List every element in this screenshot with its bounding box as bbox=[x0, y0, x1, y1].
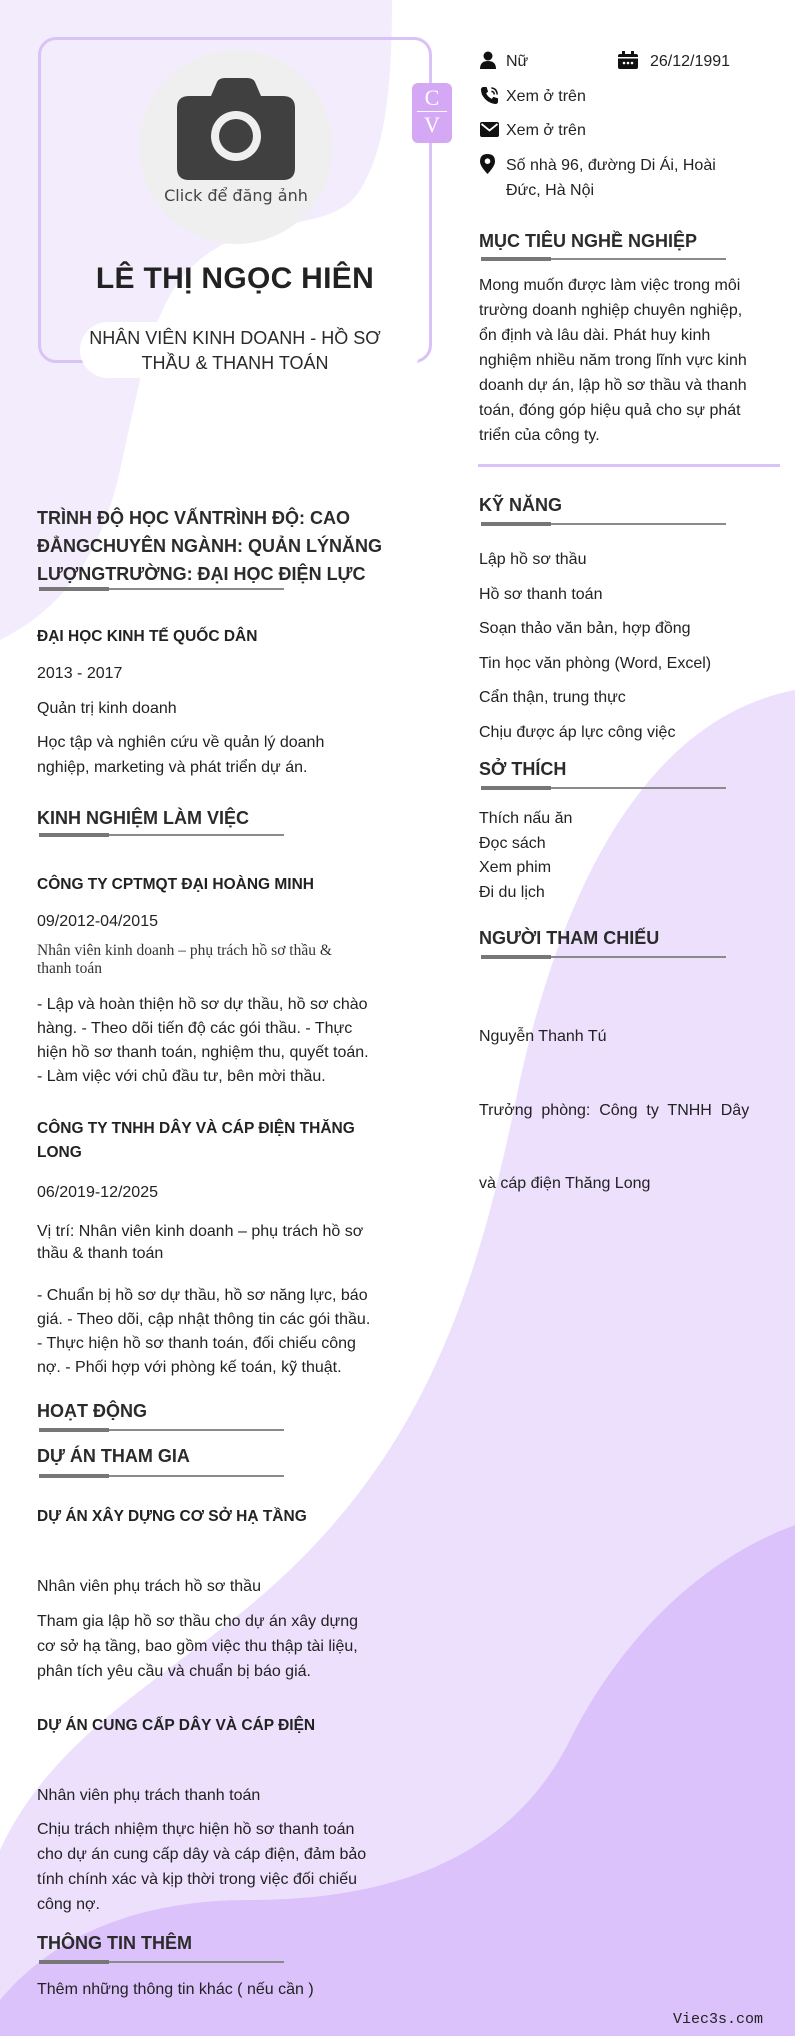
education-school: ĐẠI HỌC KINH TẾ QUỐC DÂN bbox=[37, 628, 258, 645]
section-title-projects: DỰ ÁN THAM GIA bbox=[37, 1446, 190, 1466]
job-role: Nhân viên kinh doanh – phụ trách hồ sơ thầu & thanh toán bbox=[37, 942, 332, 977]
section-title-activities: HOẠT ĐỘNG bbox=[37, 1401, 147, 1421]
camera-icon bbox=[177, 78, 295, 180]
calendar-icon bbox=[618, 50, 650, 70]
candidate-name: LÊ THỊ NGỌC HIÊN bbox=[95, 262, 375, 295]
project-name: DỰ ÁN CUNG CẤP DÂY VÀ CÁP ĐIỆN bbox=[37, 1717, 316, 1734]
job-description: - Lập và hoàn thiện hồ sơ dự thầu, hồ sơ chào hàng. - Theo dõi tiến độ các gói thầu. - Thực hiện hồ sơ thanh toán, nghiệm thu, quyết toán. - Làm việc với chủ đầu tư, bên mời thầu. bbox=[37, 996, 369, 1085]
hobby-item: Đi du lịch bbox=[479, 883, 545, 901]
education-major: Quản trị kinh doanh bbox=[37, 700, 177, 717]
job-role: Vị trí: Nhân viên kinh doanh – phụ trách hồ sơ thầu & thanh toán bbox=[37, 1223, 364, 1262]
skill-item: Lập hồ sơ thầu bbox=[479, 551, 587, 568]
reference-name: Nguyễn Thanh Tú bbox=[479, 1028, 607, 1045]
additional-text: Thêm những thông tin khác ( nếu cần ) bbox=[37, 1981, 314, 1998]
contact-birthday: 26/12/1991 bbox=[618, 49, 730, 74]
hobby-item: Đọc sách bbox=[479, 834, 546, 852]
phone-icon bbox=[480, 85, 506, 105]
contact-gender: Nữ bbox=[480, 49, 528, 74]
section-title-experience: KINH NGHIỆM LÀM VIỆC bbox=[37, 808, 250, 828]
section-title-skills: KỸ NĂNG bbox=[479, 495, 563, 515]
skill-item: Chịu được áp lực công việc bbox=[479, 723, 676, 741]
contact-email: Xem ở trên bbox=[480, 118, 586, 143]
contact-address: Số nhà 96, đường Di Ái, Hoài Đức, Hà Nội bbox=[480, 153, 716, 203]
project-description: Chịu trách nhiệm thực hiện hồ sơ thanh toán cho dự án cung cấp dây và cáp điện, đảm bảo tính chính xác và kịp thời trong việc đối chiếu công nợ. bbox=[37, 1821, 367, 1913]
reference-role: Trưởng phòng: Công ty TNHH Dây bbox=[479, 1101, 750, 1119]
envelope-icon bbox=[480, 119, 506, 139]
contact-phone: Xem ở trên bbox=[480, 84, 586, 109]
skill-item: Tin học văn phòng (Word, Excel) bbox=[479, 654, 712, 672]
skill-item: Soạn thảo văn bản, hợp đồng bbox=[479, 620, 691, 637]
right-column-divider bbox=[478, 464, 780, 467]
skill-item: Cẩn thận, trung thực bbox=[479, 689, 626, 706]
job-company: CÔNG TY TNHH DÂY VÀ CÁP ĐIỆN THĂNG LONG bbox=[37, 1120, 355, 1161]
section-title-hobbies: SỞ THÍCH bbox=[479, 759, 567, 779]
project-description: Tham gia lập hồ sơ thầu cho dự án xây dựng cơ sở hạ tầng, bao gồm việc thu thập tài liệu, phân tích yêu cầu và chuẩn bị báo giá. bbox=[37, 1613, 358, 1680]
job-company: CÔNG TY CPTMQT ĐẠI HOÀNG MINH bbox=[37, 876, 314, 893]
hobby-item: Thích nấu ăn bbox=[479, 810, 573, 827]
project-role: Nhân viên phụ trách thanh toán bbox=[37, 1787, 261, 1804]
job-period: 06/2019-12/2025 bbox=[37, 1184, 158, 1201]
job-description: - Chuẩn bị hồ sơ dự thầu, hồ sơ năng lực, báo giá. - Theo dõi, cập nhật thông tin các gói thầu. - Thực hiện hồ sơ thanh toán, đối chiếu công nợ. - Phối hợp với phòng kế toán, kỹ thuật. bbox=[37, 1287, 371, 1376]
avatar-upload[interactable] bbox=[139, 50, 333, 244]
reference-info: Nguyễn Thanh Tú Trưởng phòng: Công ty TNHH Dây và cáp điện Thăng Long bbox=[479, 976, 749, 1246]
skill-item: Hồ sơ thanh toán bbox=[479, 585, 603, 603]
avatar-upload-label: Click để đăng ảnh bbox=[164, 186, 308, 205]
education-description: Học tập và nghiên cứu về quản lý doanh nghiệp, marketing và phát triển dự án. bbox=[37, 734, 325, 776]
watermark: Viec3s.com bbox=[672, 2011, 763, 2028]
section-title-references: NGƯỜI THAM CHIẾU bbox=[479, 928, 660, 948]
hobbies-list bbox=[479, 807, 572, 905]
education-period: 2013 - 2017 bbox=[37, 665, 123, 682]
hobby-item: Xem phim bbox=[479, 859, 552, 876]
section-title-objective: MỤC TIÊU NGHỀ NGHIỆP bbox=[479, 231, 698, 251]
person-icon bbox=[480, 50, 506, 70]
job-period: 09/2012-04/2015 bbox=[37, 913, 158, 930]
cv-badge: C V bbox=[412, 83, 452, 143]
candidate-position: NHÂN VIÊN KINH DOANH - HỒ SƠ THẦU & THANH TOÁN bbox=[89, 328, 381, 373]
skills-list bbox=[479, 543, 711, 750]
objective-text: Mong muốn được làm việc trong môi trường doanh nghiệp chuyên nghiệp, ổn định và lâu dài. Phát huy kinh nghiệm nhiều năm trong lĩnh vực kinh doanh dự án, lập hồ sơ thầu và thanh toán, đóng góp hiệu quả cho sự phát triển của công ty. bbox=[479, 277, 747, 444]
location-pin-icon bbox=[480, 154, 506, 174]
section-title-additional: THÔNG TIN THÊM bbox=[37, 1933, 192, 1953]
project-name: DỰ ÁN XÂY DỰNG CƠ SỞ HẠ TẦNG bbox=[37, 1508, 307, 1525]
section-title-education: TRÌNH ĐỘ HỌC VẤNTRÌNH ĐỘ: CAO ĐẲNGCHUYÊN NGÀNH: QUẢN LÝNĂNG LƯỢNGTRƯỜNG: ĐẠI HỌC ĐIỆN LỰC bbox=[37, 508, 382, 584]
project-role: Nhân viên phụ trách hồ sơ thầu bbox=[37, 1578, 261, 1595]
